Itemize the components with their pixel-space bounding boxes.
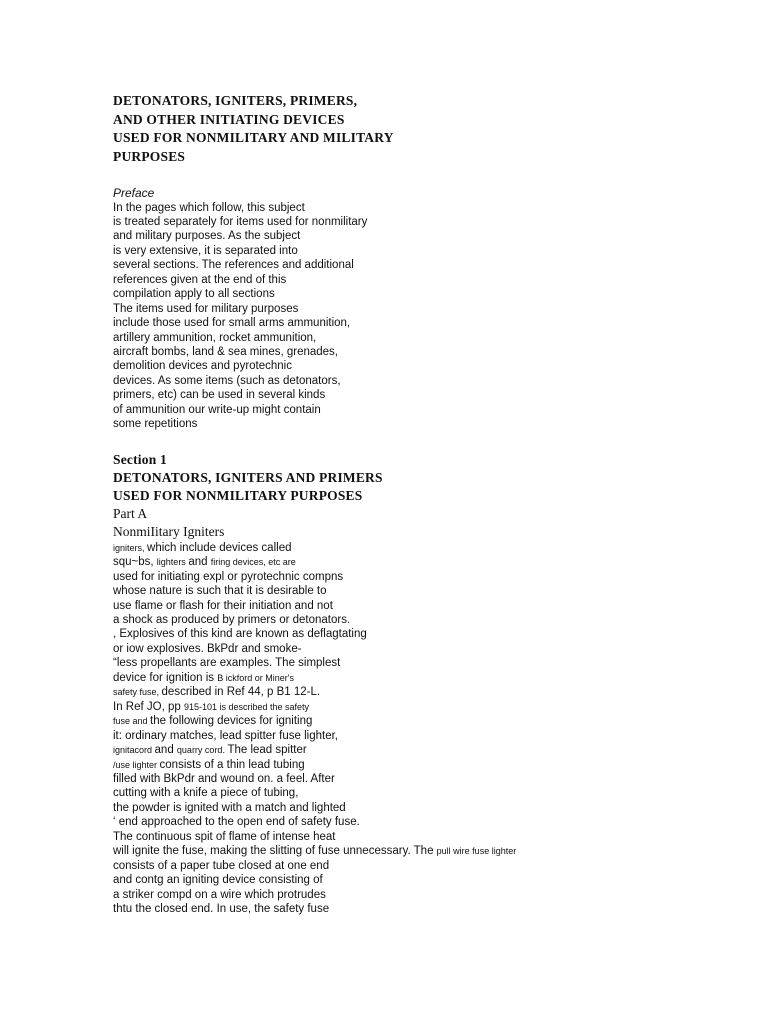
section-line: [113, 541, 753, 555]
text-run: and: [188, 556, 211, 569]
text-run: firing devices, etc are: [210, 557, 296, 568]
preface-line: devices. As some items (such as detonators,: [113, 374, 341, 387]
text-run: cutting with a knife a piece of tubing,: [113, 787, 299, 800]
text-run: igniters,: [113, 542, 148, 553]
preface-line: artillery ammunition, rocket ammunition,: [113, 331, 317, 344]
text-run: described in Ref 44, p B1 12-L.: [161, 686, 321, 699]
text-run: use flame or flash for their initiation and not: [113, 599, 333, 612]
section-heading-line: DETONATORS, IGNITERS AND PRIMERS: [113, 469, 383, 485]
section-line: [113, 685, 753, 699]
preface-line: compilation apply to all sections: [113, 288, 275, 301]
preface-line: is treated separately for items used for nonmilitary: [113, 215, 368, 228]
text-run: In Ref JO, pp: [113, 700, 184, 713]
section-line: [113, 642, 753, 656]
preface-line: is very extensive, it is separated into: [113, 244, 298, 257]
section-line: [113, 584, 753, 598]
text-run: consists of a paper tube closed at one end: [113, 859, 330, 872]
text-run: a shock as produced by primers or detonators.: [113, 614, 351, 627]
section-line: [113, 888, 753, 902]
text-run: ‘ end approached to the open end of safety fuse.: [113, 816, 360, 829]
text-run: The continuous spit of flame of intense heat: [113, 830, 336, 843]
section-line: [113, 786, 753, 800]
preface-line: primers, etc) can be used in several kinds: [113, 389, 326, 402]
section-line: [113, 656, 753, 670]
section-line: [113, 801, 753, 815]
section-line: [113, 758, 753, 772]
text-run: The lead spitter: [227, 744, 307, 757]
text-run: thtu the closed end. In use, the safety fuse: [113, 903, 330, 916]
section-line: [113, 627, 753, 641]
text-run: safety fuse,: [113, 687, 162, 698]
section-line: [113, 902, 753, 916]
preface-line: include those used for small arms ammunition,: [113, 317, 351, 330]
preface-line: The items used for military purposes: [113, 302, 299, 315]
section-line: [113, 671, 753, 685]
text-run: quarry cord.: [176, 745, 228, 756]
document-title: [113, 92, 753, 166]
title-line: DETONATORS, IGNITERS, PRIMERS,: [113, 93, 358, 108]
section-line: [113, 599, 753, 613]
part-label: Part A: [113, 505, 148, 521]
text-run: used for initiating expl or pyrotechnic compns: [113, 570, 344, 583]
text-run: lighters: [156, 557, 189, 568]
title-line: PURPOSES: [113, 148, 186, 164]
section-line: [113, 743, 753, 757]
section-line: [113, 873, 753, 887]
text-run: the powder is ignited with a match and lighted: [113, 801, 346, 814]
preface-line: aircraft bombs, land & sea mines, grenades,: [113, 346, 339, 359]
text-run: B ickford or Miner's: [217, 672, 294, 683]
section-line: [113, 859, 753, 873]
section-line: [113, 714, 753, 728]
text-run: “less propellants are examples. The simplest: [113, 657, 341, 670]
text-run: or iow explosives. BkPdr and smoke-: [113, 642, 302, 655]
text-run: a striker compd on a wire which protrudes: [113, 888, 326, 901]
text-run: ignitacord: [113, 745, 155, 756]
preface-line: In the pages which follow, this subject: [113, 201, 305, 214]
preface-line: and military purposes. As the subject: [113, 230, 301, 243]
preface-line: some repetitions: [113, 418, 198, 431]
text-run: the following devices for igniting: [150, 715, 313, 728]
preface-line: several sections. The references and additional: [113, 259, 354, 272]
section-line: [113, 830, 753, 844]
text-run: filled with BkPdr and wound on. a feel. After: [113, 773, 335, 785]
section-line: [113, 613, 753, 627]
text-run: it: ordinary matches, lead spitter fuse lighter,: [113, 729, 338, 742]
text-run: /use lighter: [113, 759, 160, 770]
section-line: [113, 555, 753, 569]
title-line: USED FOR NONMILITARY AND MILITARY: [113, 130, 394, 145]
preface-label: Preface: [113, 186, 155, 200]
document-page: [113, 92, 753, 917]
section-line: [113, 815, 753, 829]
section-body: [113, 541, 753, 917]
preface-body: [113, 201, 753, 432]
part-title: NonmiIitary Igniters: [113, 523, 225, 539]
text-run: , Explosives of this kind are known as deflagtating: [113, 628, 367, 641]
text-run: fuse and: [113, 716, 151, 727]
section-heading-line: USED FOR NONMILITARY PURPOSES: [113, 487, 363, 503]
section-line: [113, 700, 753, 714]
section-line: [113, 844, 753, 858]
section-heading: [113, 469, 753, 505]
text-run: which include devices called: [147, 541, 292, 554]
preface-line: of ammunition our write-up might contain: [113, 403, 321, 416]
section-label: Section 1: [113, 451, 167, 467]
text-run: squ~bs,: [113, 556, 157, 569]
text-run: whose nature is such that it is desirable to: [113, 585, 327, 598]
text-run: 915-101 is described the safety: [183, 701, 310, 712]
section-line: [113, 570, 753, 584]
title-line: AND OTHER INITIATING DEVICES: [113, 111, 345, 127]
text-run: device for ignition is: [113, 671, 218, 684]
preface-line: demolition devices and pyrotechnic: [113, 360, 292, 373]
section-line: [113, 772, 753, 786]
text-run: and: [154, 744, 177, 757]
text-run: will ignite the fuse, making the slitting of fuse unnecessary. The: [113, 845, 437, 858]
text-run: consists of a thin lead tubing: [159, 758, 305, 771]
preface-line: references given at the end of this: [113, 273, 287, 286]
text-run: pull wire fuse lighter: [436, 846, 517, 857]
section-line: [113, 729, 753, 743]
text-run: and contg an igniting device consisting of: [113, 874, 323, 887]
